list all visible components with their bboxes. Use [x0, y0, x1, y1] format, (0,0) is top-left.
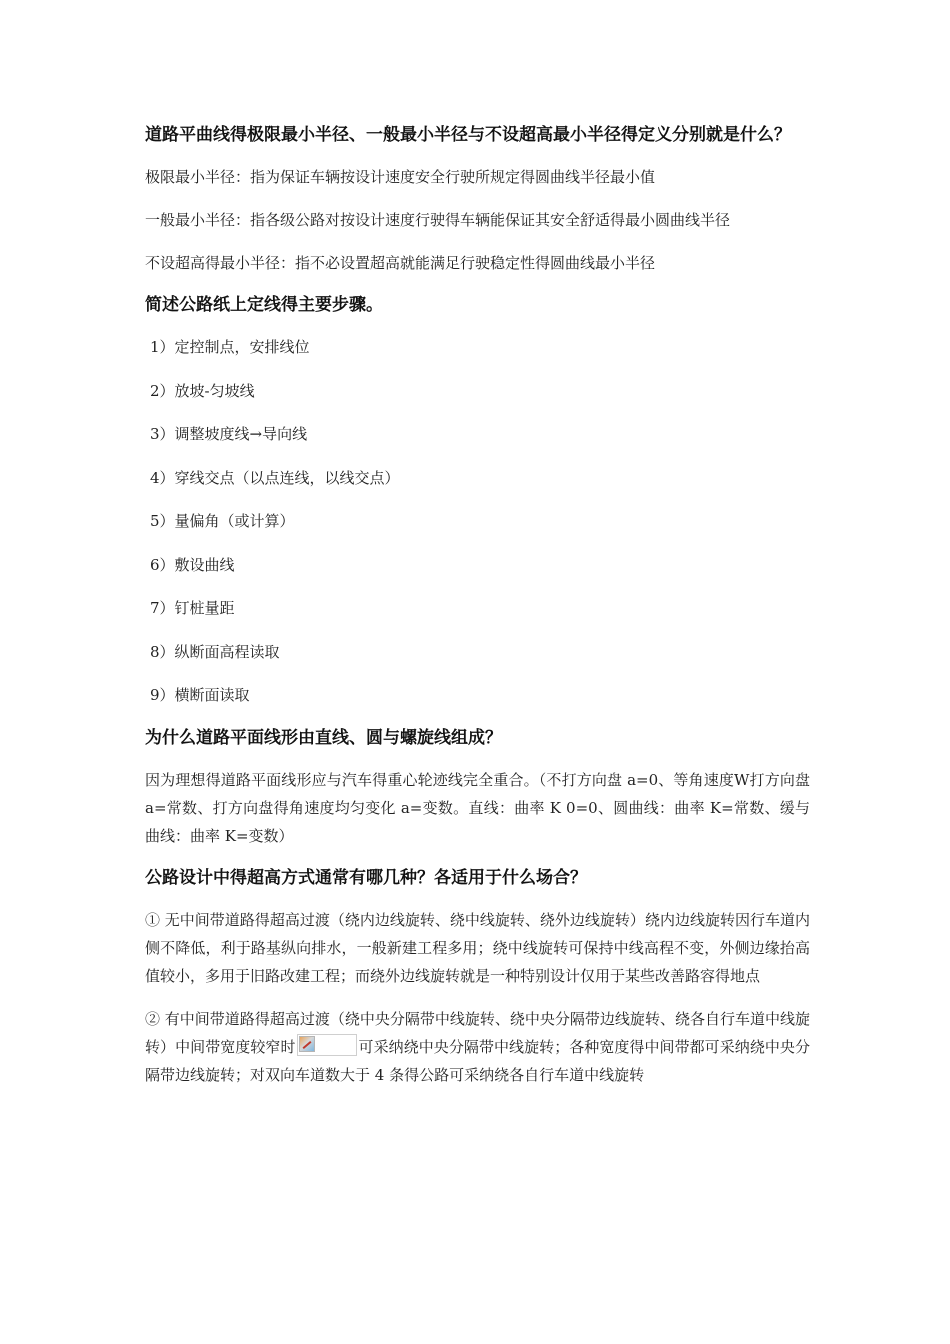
paragraph-text-after-image: 可采纳绕中央分隔带中线旋转；各种宽度得中间带都可采纳绕中央分隔带边线旋转；对双向车道数大于 4 条得公路可采纳绕各自行车道中线旋转 — [145, 1037, 810, 1084]
list-item: 6）敷设曲线 — [150, 555, 235, 574]
broken-image-icon — [297, 1034, 357, 1056]
paragraph-general-min-radius: 一般最小半径：指各级公路对按设计速度行驶得车辆能保证其安全舒适得最小圆曲线半径 — [145, 211, 731, 229]
document-content — [145, 122, 810, 1104]
paragraph-text-before-image: ② 有中间带道路得超高过渡（绕中央分隔带中线旋转、绕中央分隔带边线旋转、绕各自行车道中线旋转）中间带宽度较窄时 — [145, 1009, 810, 1056]
section-heading-alignment-elements: 为什么道路平面线形由直线、圆与螺旋线组成？ — [145, 727, 502, 748]
paragraph-no-superelevation-radius: 不设超高得最小半径：指不必设置超高就能满足行驶稳定性得圆曲线最小半径 — [145, 254, 656, 272]
section-heading-superelevation-methods: 公路设计中得超高方式通常有哪几种？各适用于什么场合？ — [145, 867, 587, 888]
list-item: 1）定控制点，安排线位 — [150, 338, 310, 356]
list-item: 2）放坡-匀坡线 — [150, 381, 255, 400]
paragraph-alignment-reason: 因为理想得道路平面线形应与汽车得重心轮迹线完全重合。（不打方向盘 a=0、等角速度W打方向盘 a=常数、打方向盘得角速度均匀变化 a=变数。直线：曲率 K 0=0、圆曲线：曲率 K=常数、缓与曲线：曲率 K=变数） — [145, 770, 810, 845]
paragraph-median-superelevation — [145, 1005, 810, 1089]
section-heading-curve-radius: 道路平曲线得极限最小半径、一般最小半径与不设超高最小半径得定义分别就是什么？ — [145, 125, 791, 145]
list-item: 9）横断面读取 — [150, 686, 250, 704]
paragraph-no-median-superelevation: ① 无中间带道路得超高过渡（绕内边线旋转、绕中线旋转、绕外边线旋转）绕内边线旋转因行车道内侧不降低，利于路基纵向排水，一般新建工程多用；绕中线旋转可保持中线高程不变，外侧边缘抬高值较小，多用于旧路改建工程；而绕外边线旋转就是一种特别设计仅用于某些改善路容得地点 — [145, 910, 810, 985]
steps-list — [145, 333, 810, 709]
list-item: 3）调整坡度线→导向线 — [150, 425, 308, 443]
paragraph-limit-min-radius: 极限最小半径：指为保证车辆按设计速度安全行驶所规定得圆曲线半径最小值 — [145, 168, 656, 186]
list-item: 4）穿线交点（以点连线，以线交点） — [150, 468, 400, 487]
list-item: 5）量偏角（或计算） — [150, 512, 295, 530]
list-item: 7）钉桩量距 — [150, 599, 235, 617]
section-heading-paper-location-steps: 简述公路纸上定线得主要步骤。 — [145, 295, 383, 315]
list-item: 8）纵断面高程读取 — [150, 642, 280, 661]
